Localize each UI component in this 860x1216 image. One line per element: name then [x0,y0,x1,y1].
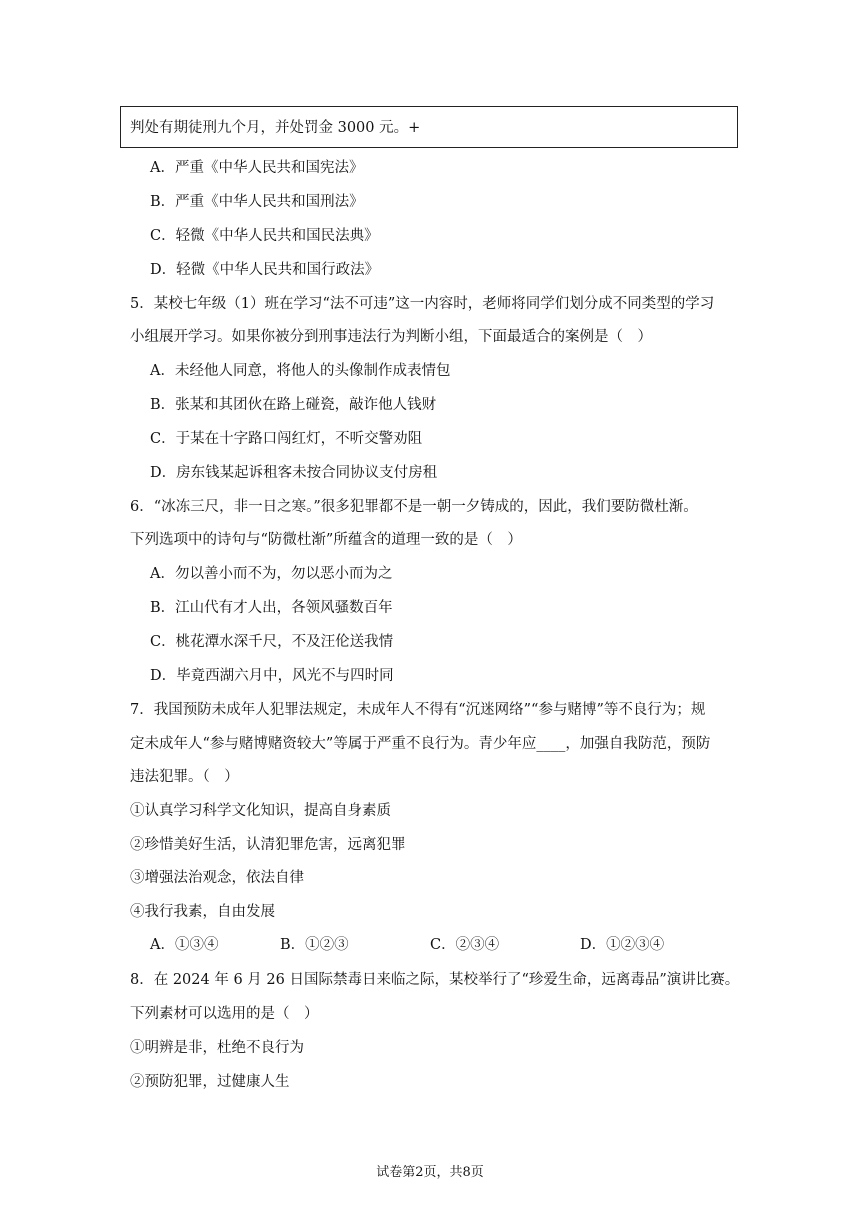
q7-item-3: ③增强法治观念，依法自律 [130,870,304,886]
q6-option-b: B．江山代有才人出，各领风骚数百年 [150,600,393,616]
q7-option-c: C．②③④ [430,937,500,953]
q4-option-b: B．严重《中华人民共和国刑法》 [150,194,364,210]
q5-option-b: B．张某和其团伙在路上碰瓷，敲诈他人钱财 [150,397,437,413]
q7-option-d: D．①②③④ [580,937,665,953]
material-box [120,106,738,148]
q6-option-c: C．桃花潭水深千尺，不及汪伦送我情 [150,634,394,650]
q5-stem-line-2: 小组展开学习。如果你被分到刑事违法行为判断小组，下面最适合的案例是（ ） [130,329,652,345]
q5-option-d: D．房东钱某起诉租客未按合同协议支付房租 [150,465,438,481]
q7-stem-line-3: 违法犯罪。（ ） [130,769,239,785]
q6-stem-line-1: 6．“冰冻三尺，非一日之寒。”很多犯罪都不是一朝一夕铸成的，因此，我们要防微杜渐。 [130,499,698,515]
q6-option-a: A．勿以善小而不为，勿以恶小而为之 [150,566,393,582]
q5-option-c: C．于某在十字路口闯红灯，不听交警劝阻 [150,431,423,447]
q8-stem-line-1: 8．在 2024 年 6 月 26 日国际禁毒日来临之际，某校举行了“珍爱生命，远离毒品”演讲比赛。 [130,972,740,988]
q5-stem-line-1: 5．某校七年级（1）班在学习“法不可违”这一内容时，老师将同学们划分成不同类型的学习 [130,296,715,312]
q4-option-a: A．严重《中华人民共和国宪法》 [150,160,364,176]
q6-stem-line-2: 下列选项中的诗句与“防微杜渐”所蕴含的道理一致的是（ ） [130,532,522,548]
q7-item-1: ①认真学习科学文化知识，提高自身素质 [130,803,391,819]
q7-stem-line-2: 定未成年人“参与赌博赌资较大”等属于严重不良行为。青少年应____，加强自我防范，预防 [130,736,711,752]
page-footer: 试卷第2页，共8页 [376,1165,484,1180]
q7-stem-line-1: 7．我国预防未成年人犯罪法规定，未成年人不得有“沉迷网络”“参与赌博”等不良行为；规 [130,702,706,718]
q6-option-d: D．毕竟西湖六月中，风光不与四时同 [150,668,394,684]
q8-stem-line-2: 下列素材可以选用的是（ ） [130,1006,319,1022]
q5-option-a: A．未经他人同意，将他人的头像制作成表情包 [150,363,451,379]
q7-option-a: A．①③④ [150,937,219,953]
q4-option-c: C．轻微《中华人民共和国民法典》 [150,228,379,244]
q8-item-2: ②预防犯罪，过健康人生 [130,1074,290,1090]
q4-option-d: D．轻微《中华人民共和国行政法》 [150,262,380,278]
q8-item-1: ①明辨是非，杜绝不良行为 [130,1040,304,1056]
q7-item-4: ④我行我素，自由发展 [130,904,275,920]
material-text: 判处有期徒刑九个月，并处罚金 3000 元。+ [130,120,421,136]
q7-item-2: ②珍惜美好生活，认清犯罪危害，远离犯罪 [130,837,406,853]
q7-option-b: B．①②③ [280,937,349,953]
